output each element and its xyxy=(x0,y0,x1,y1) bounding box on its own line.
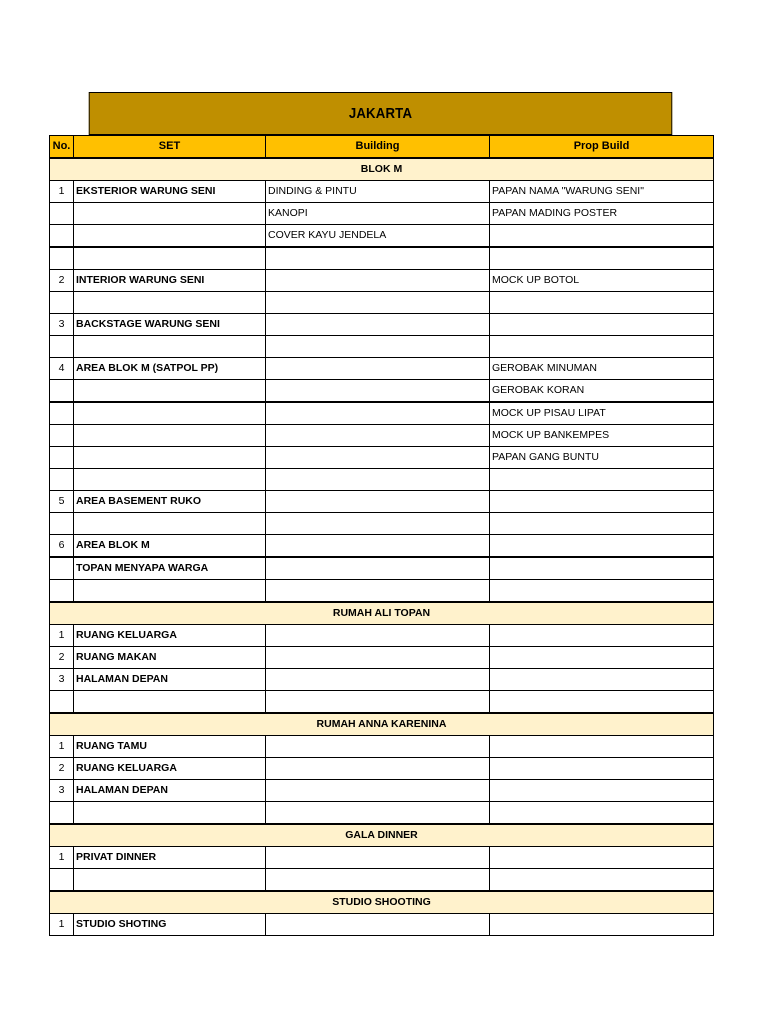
table-cell xyxy=(490,469,714,491)
table-cell xyxy=(266,292,490,314)
table-row xyxy=(50,247,714,270)
row-set: STUDIO SHOTING xyxy=(74,914,266,936)
table-cell xyxy=(74,447,266,469)
row-prop: GEROBAK MINUMAN xyxy=(490,358,714,380)
table-cell xyxy=(490,914,714,936)
table-row xyxy=(50,557,714,580)
table-cell xyxy=(266,847,490,869)
table-row xyxy=(50,425,714,447)
table-row xyxy=(50,691,714,714)
row-no: 4 xyxy=(50,358,74,380)
table-cell xyxy=(50,247,74,270)
table-cell xyxy=(266,580,490,603)
table-cell xyxy=(266,491,490,513)
row-set: EKSTERIOR WARUNG SENI xyxy=(74,181,266,203)
table-cell xyxy=(50,380,74,403)
table-cell xyxy=(266,802,490,825)
section-title: BLOK M xyxy=(50,158,714,181)
table-cell xyxy=(50,869,74,892)
table-row xyxy=(50,580,714,603)
row-no: 2 xyxy=(50,647,74,669)
table-cell xyxy=(266,647,490,669)
row-building: DINDING & PINTU xyxy=(266,181,490,203)
row-prop: PAPAN MADING POSTER xyxy=(490,203,714,225)
table-row xyxy=(50,181,714,203)
row-no: 1 xyxy=(50,914,74,936)
table-row xyxy=(50,358,714,380)
row-set: PRIVAT DINNER xyxy=(74,847,266,869)
table-cell xyxy=(490,292,714,314)
section-row xyxy=(50,602,714,625)
table-cell xyxy=(490,580,714,603)
table-cell xyxy=(50,225,74,248)
row-no: 3 xyxy=(50,780,74,802)
table-cell xyxy=(50,447,74,469)
table-row xyxy=(50,203,714,225)
table-cell xyxy=(266,736,490,758)
row-set: RUANG KELUARGA xyxy=(74,758,266,780)
table-cell xyxy=(74,425,266,447)
section-row xyxy=(50,824,714,847)
row-building: KANOPI xyxy=(266,203,490,225)
table-row xyxy=(50,780,714,802)
row-set: HALAMAN DEPAN xyxy=(74,669,266,691)
table-cell xyxy=(266,314,490,336)
table-cell xyxy=(266,358,490,380)
table-cell xyxy=(74,247,266,270)
table-cell xyxy=(490,225,714,248)
table-cell xyxy=(50,425,74,447)
table-cell xyxy=(490,247,714,270)
table-row xyxy=(50,535,714,558)
table-cell xyxy=(74,380,266,403)
row-no: 3 xyxy=(50,669,74,691)
table-row xyxy=(50,914,714,936)
table-row xyxy=(50,847,714,869)
row-set: RUANG KELUARGA xyxy=(74,625,266,647)
table-cell xyxy=(266,669,490,691)
table-cell xyxy=(490,802,714,825)
table-row xyxy=(50,270,714,292)
table-cell xyxy=(50,802,74,825)
table-cell xyxy=(50,557,74,580)
table-cell xyxy=(490,780,714,802)
table-cell xyxy=(266,447,490,469)
row-no: 1 xyxy=(50,847,74,869)
header-row xyxy=(50,136,714,159)
table-cell xyxy=(490,336,714,358)
row-no: 5 xyxy=(50,491,74,513)
table-cell xyxy=(266,869,490,892)
row-prop: PAPAN NAMA "WARUNG SENI" xyxy=(490,181,714,203)
table-cell xyxy=(490,758,714,780)
table-cell xyxy=(490,314,714,336)
table-cell xyxy=(266,402,490,425)
table-cell xyxy=(266,691,490,714)
row-no: 1 xyxy=(50,625,74,647)
table-cell xyxy=(74,336,266,358)
table-cell xyxy=(50,203,74,225)
row-set: BACKSTAGE WARUNG SENI xyxy=(74,314,266,336)
table-row xyxy=(50,314,714,336)
table-cell xyxy=(490,691,714,714)
row-set: RUANG MAKAN xyxy=(74,647,266,669)
table-cell xyxy=(74,225,266,248)
table-cell xyxy=(50,336,74,358)
table-row xyxy=(50,469,714,491)
table-cell xyxy=(490,491,714,513)
table-cell xyxy=(74,203,266,225)
table-cell xyxy=(74,469,266,491)
row-set: RUANG TAMU xyxy=(74,736,266,758)
table-row xyxy=(50,736,714,758)
header-building: Building xyxy=(266,136,490,159)
table-cell xyxy=(74,691,266,714)
row-set: AREA BASEMENT RUKO xyxy=(74,491,266,513)
row-no: 2 xyxy=(50,270,74,292)
table-row xyxy=(50,758,714,780)
section-row xyxy=(50,158,714,181)
table-cell xyxy=(266,780,490,802)
table-row xyxy=(50,336,714,358)
table-cell xyxy=(50,292,74,314)
table-cell xyxy=(74,802,266,825)
table-cell xyxy=(74,869,266,892)
table-cell xyxy=(266,758,490,780)
table-cell xyxy=(50,691,74,714)
table-cell xyxy=(490,513,714,535)
table-cell xyxy=(74,580,266,603)
row-prop: MOCK UP PISAU LIPAT xyxy=(490,402,714,425)
table-row xyxy=(50,513,714,535)
table-cell xyxy=(50,580,74,603)
table-row xyxy=(50,447,714,469)
row-no: 1 xyxy=(50,181,74,203)
row-prop: GEROBAK KORAN xyxy=(490,380,714,403)
row-set: HALAMAN DEPAN xyxy=(74,780,266,802)
table-cell xyxy=(266,469,490,491)
table-cell xyxy=(490,535,714,558)
table-cell xyxy=(50,513,74,535)
table-row xyxy=(50,869,714,892)
table-cell xyxy=(74,402,266,425)
row-no: 2 xyxy=(50,758,74,780)
table-cell xyxy=(266,270,490,292)
row-no: 1 xyxy=(50,736,74,758)
section-title: GALA DINNER xyxy=(50,824,714,847)
table-row xyxy=(50,380,714,403)
section-title: STUDIO SHOOTING xyxy=(50,891,714,914)
row-prop: MOCK UP BANKEMPES xyxy=(490,425,714,447)
table-cell xyxy=(266,625,490,647)
table-cell xyxy=(74,292,266,314)
row-no: 3 xyxy=(50,314,74,336)
table-row xyxy=(50,647,714,669)
section-row xyxy=(50,891,714,914)
table-cell xyxy=(490,869,714,892)
table-row xyxy=(50,225,714,248)
row-prop: MOCK UP BOTOL xyxy=(490,270,714,292)
row-set: TOPAN MENYAPA WARGA xyxy=(74,557,266,580)
table-row xyxy=(50,491,714,513)
section-title: RUMAH ALI TOPAN xyxy=(50,602,714,625)
table-cell xyxy=(266,425,490,447)
row-set: AREA BLOK M (SATPOL PP) xyxy=(74,358,266,380)
table-row xyxy=(50,402,714,425)
header-set: SET xyxy=(74,136,266,159)
table-cell xyxy=(490,625,714,647)
table-cell xyxy=(490,736,714,758)
table-row xyxy=(50,669,714,691)
table-cell xyxy=(266,914,490,936)
table-cell xyxy=(74,513,266,535)
row-building: COVER KAYU JENDELA xyxy=(266,225,490,248)
header-no: No. xyxy=(50,136,74,159)
table-cell xyxy=(50,402,74,425)
table-cell xyxy=(490,847,714,869)
table-cell xyxy=(490,557,714,580)
table-cell xyxy=(266,535,490,558)
table-cell xyxy=(266,380,490,403)
spreadsheet xyxy=(49,92,712,936)
row-set: INTERIOR WARUNG SENI xyxy=(74,270,266,292)
table-cell xyxy=(266,513,490,535)
section-row xyxy=(50,713,714,736)
row-no: 6 xyxy=(50,535,74,558)
row-set: AREA BLOK M xyxy=(74,535,266,558)
table-cell xyxy=(266,336,490,358)
table-cell xyxy=(50,469,74,491)
header-prop: Prop Build xyxy=(490,136,714,159)
table-row xyxy=(50,802,714,825)
section-title: RUMAH ANNA KARENINA xyxy=(50,713,714,736)
table-cell xyxy=(490,647,714,669)
table-cell xyxy=(266,557,490,580)
row-prop: PAPAN GANG BUNTU xyxy=(490,447,714,469)
table-row xyxy=(50,625,714,647)
set-table xyxy=(49,135,714,936)
table-cell xyxy=(266,247,490,270)
table-cell xyxy=(490,669,714,691)
sheet-title: JAKARTA xyxy=(89,92,672,135)
table-row xyxy=(50,292,714,314)
